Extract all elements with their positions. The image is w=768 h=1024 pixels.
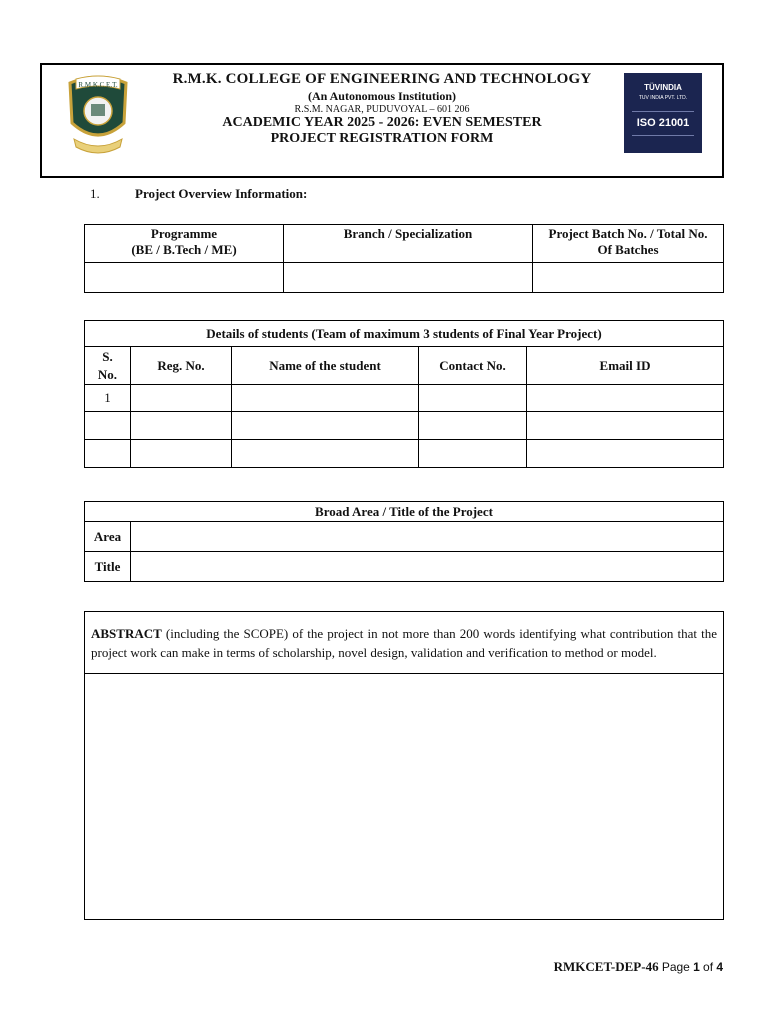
page-number: 1 [693,960,700,974]
logo-text: R.M.K.C.E.T. [78,81,118,89]
page-word: Page [661,960,690,974]
autonomous-label: (An Autonomous Institution) [307,89,457,103]
students-table-title: Details of students (Team of maximum 3 students of Final Year Project) [85,321,724,347]
abstract-table [84,611,724,920]
sno-header-line1: S. [102,348,113,364]
academic-year: ACADEMIC YEAR 2025 - 2026: EVEN SEMESTER [222,115,542,130]
iso-certification-badge [624,73,702,153]
title-label: Title [85,552,131,582]
page-footer [554,959,723,975]
abstract-input[interactable] [85,674,724,920]
form-header [40,63,724,178]
reg-no-input[interactable] [131,440,232,468]
project-area-table [84,501,724,582]
programme-input[interactable] [85,263,284,293]
section-heading [90,186,307,202]
of-word: of [703,960,714,974]
contact-header: Contact No. [419,347,527,385]
student-name-input[interactable] [232,385,419,412]
reg-no-input[interactable] [131,385,232,412]
section-number: 1. [90,186,100,201]
email-input[interactable] [527,385,724,412]
header-text [152,71,612,147]
branch-input[interactable] [284,263,533,293]
abstract-instructions [85,612,724,674]
iso-sub: TUV INDIA PVT. LTD. [638,95,688,101]
contact-input[interactable] [419,412,527,440]
area-label: Area [85,522,131,552]
programme-header [85,225,284,263]
student-name-header: Name of the student [232,347,419,385]
title-input[interactable] [131,552,724,582]
programme-header-line1: Programme [150,226,218,241]
programme-header-line2: (BE / B.Tech / ME) [131,242,237,257]
document-code: RMKCET-DEP-46 [553,959,659,974]
sno-cell [85,412,131,440]
student-name-input[interactable] [232,440,419,468]
project-area-title: Broad Area / Title of the Project [85,502,724,522]
branch-header: Branch / Specialization [284,225,533,263]
abstract-label: ABSTRACT [91,625,162,641]
email-header: Email ID [527,347,724,385]
iso-divider [632,135,694,136]
email-input[interactable] [527,440,724,468]
page-total: 4 [716,960,723,974]
section-title: Project Overview Information: [135,186,308,201]
sno-cell [85,440,131,468]
abstract-description: (including the SCOPE) of the project in not more than 200 words identifying what contribution that the project work can make in terms of scholarship, novel design, validation and verification to method or model. [91,625,717,660]
student-name-input[interactable] [232,412,419,440]
batch-input[interactable] [533,263,724,293]
college-address: R.S.M. NAGAR, PUDUVOYAL – 601 206 [294,104,470,115]
reg-no-input[interactable] [131,412,232,440]
college-name: R.M.K. COLLEGE OF ENGINEERING AND TECHNOLOGY [172,71,592,87]
contact-input[interactable] [419,385,527,412]
area-input[interactable] [131,522,724,552]
batch-header-line2: Of Batches [597,242,659,257]
email-input[interactable] [527,412,724,440]
iso-divider [632,111,694,112]
batch-header [533,225,724,263]
batch-header-line1: Project Batch No. / Total No. [548,226,708,241]
contact-input[interactable] [419,440,527,468]
form-title: PROJECT REGISTRATION FORM [270,131,494,146]
iso-brand: TÜVINDIA [644,83,682,92]
reg-no-header: Reg. No. [131,347,232,385]
students-table [84,320,724,468]
iso-standard: ISO 21001 [636,117,690,129]
programme-table [84,224,724,293]
college-crest-icon [64,73,132,157]
sno-header [85,347,131,385]
sno-header-line2: No. [97,366,118,382]
sno-cell: 1 [85,385,131,412]
